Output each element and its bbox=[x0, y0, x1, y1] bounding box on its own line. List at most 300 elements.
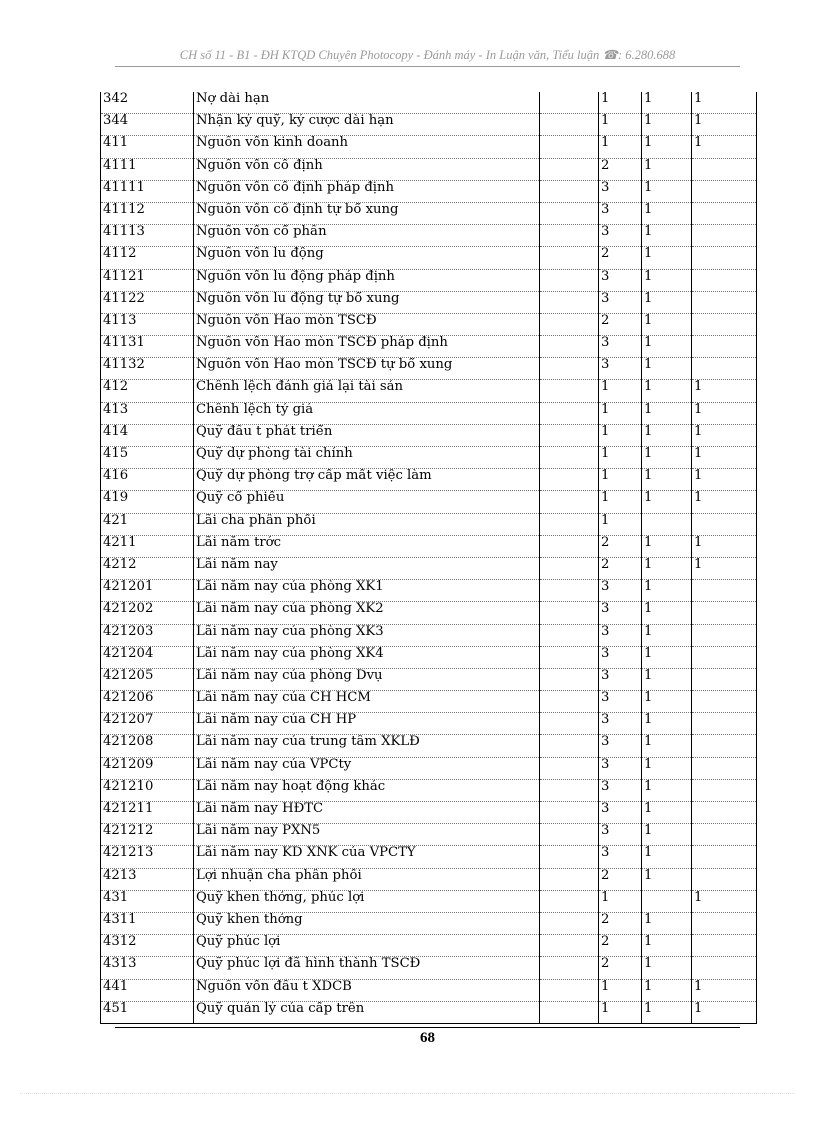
level-cell: 1 bbox=[599, 447, 642, 469]
account-name: Lãi năm nay của phòng XK1 bbox=[194, 580, 540, 602]
table-row bbox=[101, 890, 757, 912]
flag-cell bbox=[692, 957, 757, 979]
table-row bbox=[101, 868, 757, 890]
blank-cell bbox=[540, 402, 599, 424]
account-name: Nguồn vốn lu động pháp định bbox=[194, 269, 540, 291]
account-code: 414 bbox=[101, 424, 194, 446]
level-cell: 3 bbox=[599, 668, 642, 690]
level-cell: 1 bbox=[599, 114, 642, 136]
blank-cell bbox=[540, 668, 599, 690]
flag-cell: 1 bbox=[642, 447, 692, 469]
flag-cell: 1 bbox=[642, 269, 692, 291]
level-cell: 3 bbox=[599, 691, 642, 713]
blank-cell bbox=[540, 92, 599, 114]
blank-cell bbox=[540, 380, 599, 402]
level-cell: 3 bbox=[599, 225, 642, 247]
account-code: 421213 bbox=[101, 846, 194, 868]
account-code: 421204 bbox=[101, 646, 194, 668]
flag-cell: 1 bbox=[642, 668, 692, 690]
table-row bbox=[101, 757, 757, 779]
level-cell: 3 bbox=[599, 824, 642, 846]
table-row bbox=[101, 580, 757, 602]
blank-cell bbox=[540, 735, 599, 757]
flag-cell: 1 bbox=[692, 402, 757, 424]
table-row bbox=[101, 557, 757, 579]
flag-cell bbox=[692, 846, 757, 868]
flag-cell: 1 bbox=[692, 92, 757, 114]
flag-cell: 1 bbox=[692, 890, 757, 912]
flag-cell bbox=[692, 313, 757, 335]
level-cell: 3 bbox=[599, 757, 642, 779]
flag-cell bbox=[692, 868, 757, 890]
account-name: Lãi năm nay của phòng XK4 bbox=[194, 646, 540, 668]
table-row bbox=[101, 846, 757, 868]
flag-cell bbox=[692, 668, 757, 690]
flag-cell: 1 bbox=[642, 602, 692, 624]
level-cell: 2 bbox=[599, 957, 642, 979]
flag-cell bbox=[692, 802, 757, 824]
blank-cell bbox=[540, 602, 599, 624]
blank-cell bbox=[540, 469, 599, 491]
blank-cell bbox=[540, 114, 599, 136]
table-row bbox=[101, 513, 757, 535]
flag-cell: 1 bbox=[692, 1001, 757, 1023]
level-cell: 2 bbox=[599, 535, 642, 557]
account-code: 4113 bbox=[101, 313, 194, 335]
page-header: CH số 11 - B1 - ĐH KTQD Chuyên Photocopy - Đánh máy - In Luận văn, Tiểu luận ☎: 6.280.688 bbox=[179, 48, 676, 62]
blank-cell bbox=[540, 890, 599, 912]
flag-cell bbox=[692, 691, 757, 713]
table-row bbox=[101, 92, 757, 114]
account-name: Lãi năm nay của CH HCM bbox=[194, 691, 540, 713]
blank-cell bbox=[540, 646, 599, 668]
account-code: 421207 bbox=[101, 713, 194, 735]
account-name: Nguồn vốn Hao mòn TSCĐ tự bổ xung bbox=[194, 358, 540, 380]
flag-cell bbox=[692, 513, 757, 535]
account-name: Nguồn vốn cổ phần bbox=[194, 225, 540, 247]
table-row bbox=[101, 269, 757, 291]
flag-cell bbox=[692, 202, 757, 224]
blank-cell bbox=[540, 358, 599, 380]
account-name: Nợ dài hạn bbox=[194, 92, 540, 114]
account-name: Lãi năm nay KD XNK của VPCTY bbox=[194, 846, 540, 868]
flag-cell bbox=[692, 580, 757, 602]
level-cell: 2 bbox=[599, 868, 642, 890]
account-name: Quỹ phúc lợi đã hình thành TSCĐ bbox=[194, 957, 540, 979]
flag-cell: 1 bbox=[642, 380, 692, 402]
account-code: 41112 bbox=[101, 202, 194, 224]
flag-cell: 1 bbox=[642, 779, 692, 801]
level-cell: 3 bbox=[599, 180, 642, 202]
flag-cell: 1 bbox=[642, 935, 692, 957]
blank-cell bbox=[540, 447, 599, 469]
blank-cell bbox=[540, 225, 599, 247]
level-cell: 1 bbox=[599, 402, 642, 424]
account-code: 4313 bbox=[101, 957, 194, 979]
flag-cell: 1 bbox=[642, 114, 692, 136]
flag-cell bbox=[692, 735, 757, 757]
account-code: 4212 bbox=[101, 557, 194, 579]
blank-cell bbox=[540, 247, 599, 269]
flag-cell bbox=[692, 247, 757, 269]
flag-cell: 1 bbox=[642, 713, 692, 735]
flag-cell bbox=[642, 513, 692, 535]
header-rule bbox=[115, 66, 740, 67]
table-row bbox=[101, 202, 757, 224]
account-code: 421212 bbox=[101, 824, 194, 846]
account-code: 413 bbox=[101, 402, 194, 424]
account-code: 421206 bbox=[101, 691, 194, 713]
level-cell: 3 bbox=[599, 358, 642, 380]
flag-cell bbox=[692, 291, 757, 313]
account-code: 411 bbox=[101, 136, 194, 158]
blank-cell bbox=[540, 269, 599, 291]
table-row bbox=[101, 491, 757, 513]
table-row bbox=[101, 535, 757, 557]
level-cell: 1 bbox=[599, 469, 642, 491]
flag-cell: 1 bbox=[642, 868, 692, 890]
account-code: 451 bbox=[101, 1001, 194, 1023]
level-cell: 1 bbox=[599, 513, 642, 535]
account-name: Lãi năm nay HĐTC bbox=[194, 802, 540, 824]
account-name: Lãi năm nay bbox=[194, 557, 540, 579]
flag-cell: 1 bbox=[642, 491, 692, 513]
flag-cell bbox=[692, 779, 757, 801]
blank-cell bbox=[540, 491, 599, 513]
flag-cell: 1 bbox=[692, 979, 757, 1001]
account-name: Lãi năm nay hoạt động khác bbox=[194, 779, 540, 801]
account-code: 41132 bbox=[101, 358, 194, 380]
flag-cell: 1 bbox=[642, 624, 692, 646]
account-name: Quỹ khen thởng, phúc lợi bbox=[194, 890, 540, 912]
account-name: Nguồn vốn cố định tự bổ xung bbox=[194, 202, 540, 224]
footer-rule bbox=[115, 1027, 740, 1028]
level-cell: 2 bbox=[599, 557, 642, 579]
level-cell: 1 bbox=[599, 136, 642, 158]
blank-cell bbox=[540, 691, 599, 713]
level-cell: 1 bbox=[599, 1001, 642, 1023]
blank-cell bbox=[540, 180, 599, 202]
level-cell: 3 bbox=[599, 269, 642, 291]
blank-cell bbox=[540, 979, 599, 1001]
table-row bbox=[101, 114, 757, 136]
blank-cell bbox=[540, 912, 599, 934]
account-code: 421201 bbox=[101, 580, 194, 602]
flag-cell: 1 bbox=[642, 202, 692, 224]
table-row bbox=[101, 1001, 757, 1023]
table-row bbox=[101, 912, 757, 934]
blank-cell bbox=[540, 557, 599, 579]
level-cell: 3 bbox=[599, 802, 642, 824]
account-code: 421205 bbox=[101, 668, 194, 690]
account-code: 431 bbox=[101, 890, 194, 912]
flag-cell: 1 bbox=[692, 535, 757, 557]
table-row bbox=[101, 957, 757, 979]
account-name: Lãi năm nay của phòng XK3 bbox=[194, 624, 540, 646]
blank-cell bbox=[540, 336, 599, 358]
table-row bbox=[101, 336, 757, 358]
table-row bbox=[101, 402, 757, 424]
flag-cell: 1 bbox=[642, 557, 692, 579]
flag-cell bbox=[642, 890, 692, 912]
account-table-body bbox=[101, 92, 757, 1023]
flag-cell: 1 bbox=[692, 447, 757, 469]
table-row bbox=[101, 313, 757, 335]
account-name: Quỹ đầu t phát triển bbox=[194, 424, 540, 446]
flag-cell: 1 bbox=[642, 757, 692, 779]
account-name: Lãi năm nay của phòng XK2 bbox=[194, 602, 540, 624]
level-cell: 3 bbox=[599, 602, 642, 624]
flag-cell: 1 bbox=[692, 491, 757, 513]
table-row bbox=[101, 291, 757, 313]
flag-cell bbox=[692, 358, 757, 380]
account-name: Nguồn vốn cố định bbox=[194, 158, 540, 180]
account-name: Lãi năm nay của VPCty bbox=[194, 757, 540, 779]
flag-cell: 1 bbox=[692, 469, 757, 491]
flag-cell: 1 bbox=[642, 180, 692, 202]
blank-cell bbox=[540, 868, 599, 890]
account-code: 41113 bbox=[101, 225, 194, 247]
flag-cell: 1 bbox=[692, 136, 757, 158]
table-row bbox=[101, 225, 757, 247]
flag-cell: 1 bbox=[642, 691, 692, 713]
account-code: 4111 bbox=[101, 158, 194, 180]
account-name: Chênh lệch đánh giá lại tài sản bbox=[194, 380, 540, 402]
table-row bbox=[101, 447, 757, 469]
flag-cell: 1 bbox=[642, 979, 692, 1001]
account-name: Nguồn vốn Hao mòn TSCĐ bbox=[194, 313, 540, 335]
flag-cell bbox=[692, 180, 757, 202]
table-row bbox=[101, 979, 757, 1001]
blank-cell bbox=[540, 291, 599, 313]
flag-cell: 1 bbox=[692, 380, 757, 402]
level-cell: 1 bbox=[599, 424, 642, 446]
level-cell: 1 bbox=[599, 92, 642, 114]
level-cell: 3 bbox=[599, 713, 642, 735]
level-cell: 2 bbox=[599, 313, 642, 335]
account-name: Quỹ phúc lợi bbox=[194, 935, 540, 957]
flag-cell: 1 bbox=[642, 824, 692, 846]
account-name: Lãi cha phân phối bbox=[194, 513, 540, 535]
table-row bbox=[101, 668, 757, 690]
flag-cell bbox=[692, 646, 757, 668]
account-code: 441 bbox=[101, 979, 194, 1001]
flag-cell: 1 bbox=[642, 158, 692, 180]
flag-cell: 1 bbox=[642, 846, 692, 868]
account-code: 41111 bbox=[101, 180, 194, 202]
level-cell: 3 bbox=[599, 846, 642, 868]
account-code: 421209 bbox=[101, 757, 194, 779]
flag-cell bbox=[692, 624, 757, 646]
table-row bbox=[101, 180, 757, 202]
account-code: 4312 bbox=[101, 935, 194, 957]
level-cell: 2 bbox=[599, 935, 642, 957]
level-cell: 3 bbox=[599, 735, 642, 757]
account-code: 421202 bbox=[101, 602, 194, 624]
level-cell: 1 bbox=[599, 491, 642, 513]
account-name: Lãi năm nay của phòng Dvụ bbox=[194, 668, 540, 690]
account-name: Nguồn vốn lu động tự bổ xung bbox=[194, 291, 540, 313]
level-cell: 1 bbox=[599, 890, 642, 912]
table-row bbox=[101, 713, 757, 735]
flag-cell: 1 bbox=[642, 646, 692, 668]
flag-cell bbox=[692, 225, 757, 247]
flag-cell: 1 bbox=[642, 424, 692, 446]
account-name: Quỹ dự phòng tài chính bbox=[194, 447, 540, 469]
blank-cell bbox=[540, 713, 599, 735]
blank-cell bbox=[540, 424, 599, 446]
flag-cell: 1 bbox=[642, 358, 692, 380]
blank-cell bbox=[540, 846, 599, 868]
flag-cell: 1 bbox=[642, 957, 692, 979]
table-row bbox=[101, 247, 757, 269]
account-name: Chênh lệch tỷ giá bbox=[194, 402, 540, 424]
table-row bbox=[101, 935, 757, 957]
account-code: 419 bbox=[101, 491, 194, 513]
table-row bbox=[101, 735, 757, 757]
account-name: Nguồn vốn lu động bbox=[194, 247, 540, 269]
account-name: Quỹ quản lý của cấp trên bbox=[194, 1001, 540, 1023]
account-code: 416 bbox=[101, 469, 194, 491]
flag-cell bbox=[692, 935, 757, 957]
flag-cell: 1 bbox=[642, 225, 692, 247]
blank-cell bbox=[540, 824, 599, 846]
account-name: Quỹ dự phòng trợ cấp mất việc làm bbox=[194, 469, 540, 491]
level-cell: 2 bbox=[599, 912, 642, 934]
account-name: Nguồn vốn cố định pháp định bbox=[194, 180, 540, 202]
blank-cell bbox=[540, 1001, 599, 1023]
account-code: 421208 bbox=[101, 735, 194, 757]
account-code: 415 bbox=[101, 447, 194, 469]
blank-cell bbox=[540, 535, 599, 557]
blank-cell bbox=[540, 136, 599, 158]
flag-cell: 1 bbox=[642, 402, 692, 424]
flag-cell: 1 bbox=[692, 114, 757, 136]
flag-cell bbox=[692, 912, 757, 934]
account-code: 342 bbox=[101, 92, 194, 114]
flag-cell: 1 bbox=[642, 291, 692, 313]
flag-cell bbox=[692, 602, 757, 624]
flag-cell bbox=[692, 336, 757, 358]
blank-cell bbox=[540, 935, 599, 957]
blank-cell bbox=[540, 779, 599, 801]
flag-cell: 1 bbox=[642, 336, 692, 358]
account-name: Nguồn vốn Hao mòn TSCĐ pháp định bbox=[194, 336, 540, 358]
level-cell: 1 bbox=[599, 979, 642, 1001]
table-row bbox=[101, 469, 757, 491]
blank-cell bbox=[540, 802, 599, 824]
table-row bbox=[101, 691, 757, 713]
table-row bbox=[101, 602, 757, 624]
blank-cell bbox=[540, 757, 599, 779]
table-row bbox=[101, 358, 757, 380]
level-cell: 3 bbox=[599, 779, 642, 801]
level-cell: 3 bbox=[599, 624, 642, 646]
flag-cell bbox=[692, 713, 757, 735]
account-name: Nhận ký quỹ, ký cược dài hạn bbox=[194, 114, 540, 136]
account-code: 41121 bbox=[101, 269, 194, 291]
flag-cell: 1 bbox=[642, 247, 692, 269]
flag-cell: 1 bbox=[642, 735, 692, 757]
account-name: Nguồn vốn kinh doanh bbox=[194, 136, 540, 158]
blank-cell bbox=[540, 957, 599, 979]
flag-cell bbox=[692, 269, 757, 291]
account-name: Lãi năm trớc bbox=[194, 535, 540, 557]
account-code: 4213 bbox=[101, 868, 194, 890]
flag-cell: 1 bbox=[642, 1001, 692, 1023]
account-code: 412 bbox=[101, 380, 194, 402]
account-code: 4211 bbox=[101, 535, 194, 557]
blank-cell bbox=[540, 158, 599, 180]
level-cell: 3 bbox=[599, 291, 642, 313]
account-name: Lãi năm nay của trung tâm XKLĐ bbox=[194, 735, 540, 757]
level-cell: 2 bbox=[599, 158, 642, 180]
flag-cell: 1 bbox=[692, 557, 757, 579]
flag-cell: 1 bbox=[642, 92, 692, 114]
flag-cell: 1 bbox=[642, 313, 692, 335]
level-cell: 3 bbox=[599, 336, 642, 358]
account-name: Lãi năm nay PXN5 bbox=[194, 824, 540, 846]
level-cell: 3 bbox=[599, 202, 642, 224]
flag-cell: 1 bbox=[642, 535, 692, 557]
table-row bbox=[101, 424, 757, 446]
table-row bbox=[101, 624, 757, 646]
blank-cell bbox=[540, 202, 599, 224]
flag-cell: 1 bbox=[642, 580, 692, 602]
flag-cell: 1 bbox=[692, 424, 757, 446]
table-row bbox=[101, 380, 757, 402]
account-code: 421203 bbox=[101, 624, 194, 646]
level-cell: 3 bbox=[599, 580, 642, 602]
flag-cell bbox=[692, 824, 757, 846]
flag-cell: 1 bbox=[642, 912, 692, 934]
account-code: 421210 bbox=[101, 779, 194, 801]
blank-cell bbox=[540, 313, 599, 335]
account-code: 344 bbox=[101, 114, 194, 136]
blank-cell bbox=[540, 513, 599, 535]
account-table bbox=[100, 92, 757, 1024]
blank-cell bbox=[540, 580, 599, 602]
flag-cell: 1 bbox=[642, 136, 692, 158]
table-row bbox=[101, 779, 757, 801]
page-number: 68 bbox=[420, 1030, 435, 1046]
level-cell: 2 bbox=[599, 247, 642, 269]
bottom-dotted-line bbox=[20, 1093, 795, 1094]
flag-cell: 1 bbox=[642, 802, 692, 824]
flag-cell bbox=[692, 158, 757, 180]
flag-cell: 1 bbox=[642, 469, 692, 491]
account-name: Quỹ cổ phiếu bbox=[194, 491, 540, 513]
account-name: Lợi nhuận cha phân phối bbox=[194, 868, 540, 890]
flag-cell bbox=[692, 757, 757, 779]
account-name: Nguồn vốn đầu t XDCB bbox=[194, 979, 540, 1001]
table-row bbox=[101, 802, 757, 824]
account-name: Lãi năm nay của CH HP bbox=[194, 713, 540, 735]
account-code: 4112 bbox=[101, 247, 194, 269]
table-row bbox=[101, 136, 757, 158]
account-code: 421 bbox=[101, 513, 194, 535]
account-code: 4311 bbox=[101, 912, 194, 934]
table-row bbox=[101, 646, 757, 668]
level-cell: 3 bbox=[599, 646, 642, 668]
table-row bbox=[101, 824, 757, 846]
account-code: 41131 bbox=[101, 336, 194, 358]
table-row bbox=[101, 158, 757, 180]
blank-cell bbox=[540, 624, 599, 646]
level-cell: 1 bbox=[599, 380, 642, 402]
account-code: 41122 bbox=[101, 291, 194, 313]
account-name: Quỹ khen thởng bbox=[194, 912, 540, 934]
